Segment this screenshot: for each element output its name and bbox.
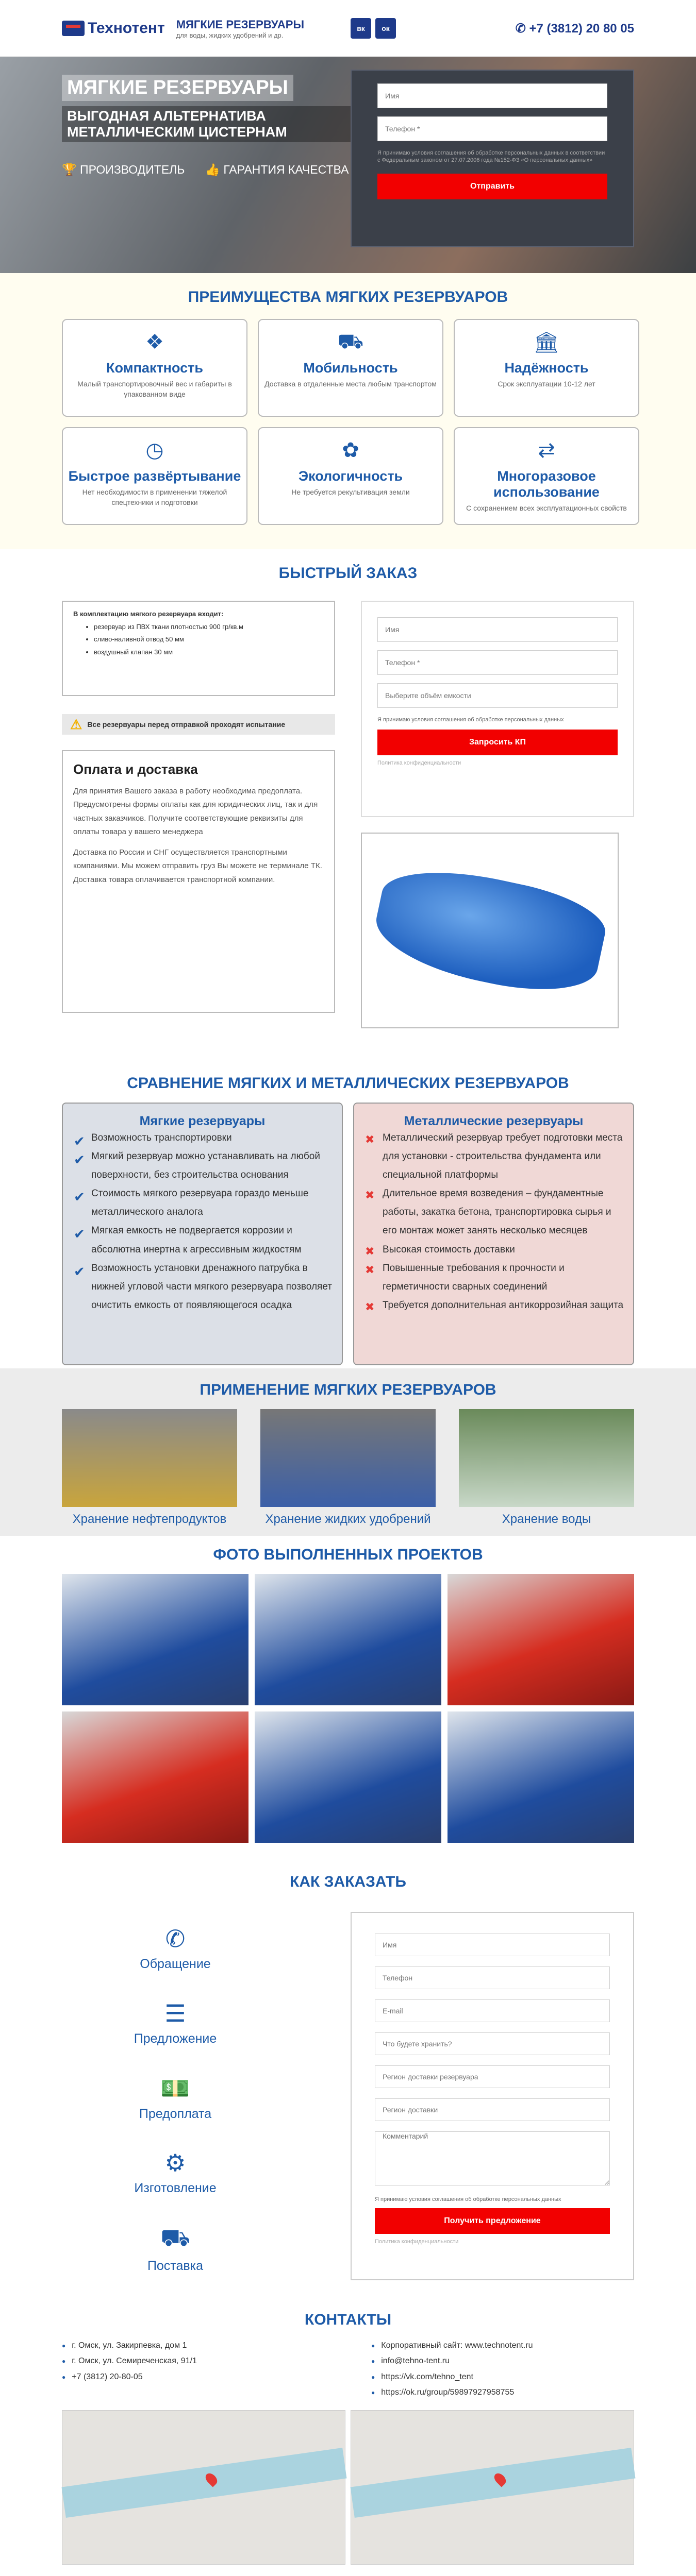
privacy-link[interactable]: Политика конфиденциальности <box>377 760 461 767</box>
phone-input[interactable] <box>377 116 607 141</box>
section-title: ПРЕИМУЩЕСТВА МЯГКИХ РЕЗЕРВУАРОВ <box>188 289 508 306</box>
warning-bar: ⚠ Все резервуары перед отправкой проходят испытание <box>62 714 335 735</box>
kit-box: В комплектацию мягкого резервуара входит: • резервуар из ПВХ ткани плотностью 900 гр/кв.м • сливо-наливной отвод 50 мм • воздушный клапан 30 мм <box>62 601 335 696</box>
project-photo[interactable] <box>62 1711 248 1843</box>
advantage-card: ⛟ Мобильность Доставка в отдаленные места любым транспортом <box>258 319 443 417</box>
step-prepay: 💵 Предоплата <box>98 2074 253 2149</box>
map-left[interactable] <box>62 2410 345 2565</box>
name-input[interactable] <box>377 83 607 108</box>
email-input[interactable] <box>375 1999 610 2022</box>
hero-form <box>351 70 634 247</box>
application-image <box>459 1409 634 1507</box>
hero-title: МЯГКИЕ РЕЗЕРВУАРЫ <box>62 75 293 101</box>
arrows-icon: ⇄ <box>538 439 555 462</box>
phone-icon: ✆ <box>165 1925 186 1952</box>
region2-input[interactable] <box>375 2098 610 2121</box>
application-item: Хранение нефтепродуктов <box>62 1409 237 1527</box>
application-image <box>62 1409 237 1507</box>
section-title: БЫСТРЫЙ ЗАКАЗ <box>278 565 418 582</box>
header <box>0 0 696 57</box>
step-offer: ☰ Предложение <box>98 1999 253 2074</box>
hero-badge-producer: 🏆 ПРОИЗВОДИТЕЛЬ <box>62 163 185 177</box>
tank-image <box>361 833 619 1028</box>
hero <box>0 57 696 273</box>
project-photo[interactable] <box>255 1574 441 1705</box>
phone-input[interactable] <box>377 650 618 675</box>
vk-icon[interactable]: вк <box>351 18 371 39</box>
quick-order-section <box>0 549 696 1064</box>
send-button[interactable]: Отправить <box>377 174 607 199</box>
quick-order-form <box>361 601 634 817</box>
map-right[interactable] <box>351 2410 634 2565</box>
project-photo[interactable] <box>448 1711 634 1843</box>
order-form <box>351 1912 634 2280</box>
name-input[interactable] <box>377 617 618 642</box>
section-title: КАК ЗАКАЗАТЬ <box>290 1873 406 1890</box>
volume-select[interactable] <box>377 683 618 708</box>
region-input[interactable] <box>375 2065 610 2088</box>
section-title: СРАВНЕНИЕ МЯГКИХ И МЕТАЛЛИЧЕСКИХ РЕЗЕРВУАРОВ <box>127 1075 569 1092</box>
project-photo[interactable] <box>62 1574 248 1705</box>
consent-checkbox[interactable]: Я принимаю условия соглашения об обработке персональных данных <box>375 2196 561 2202</box>
metal-column: Металлические резервуары ✖ Металлический резервуар требует подготовки места для установки - строительства фундамента или специальной платформы ✖ Длительное время возведения – фундаментные работы, закатка бетона, транспортировка сырья и его монтаж может занять несколько месяцев ✖ Высокая стоимость доставки ✖ Повышенные требования к прочности и герметичности сварных соединений ✖ Требуется дополнительная антикоррозийная защита <box>353 1103 634 1365</box>
get-offer-button[interactable]: Получить предложение <box>375 2208 610 2234</box>
step-request: ✆ Обращение <box>98 1925 253 1999</box>
request-offer-button[interactable]: Запросить КП <box>377 730 618 755</box>
soft-column: Мягкие резервуары ✔ Возможность транспортировки ✔ Мягкий резервуар можно устанавливать на любой поверхности, без строительства основания ✔ Стоимость мягкого резервуара гораздо меньше металлического аналога ✔ Мягкая емкость не подвергается коррозии и абсолютна инертна к агрессивным жидкостям ✔ Возможность установки дренажного патрубка в нижней угловой части мягкого резервуара позволяет очистить емкость от появляющегося осадка <box>62 1103 343 1365</box>
application-image <box>260 1409 436 1507</box>
advantage-card: ✿ Экологичность Не требуется рекультивация земли <box>258 427 443 525</box>
application-item: Хранение жидких удобрений <box>260 1409 436 1527</box>
payment-box: Оплата и доставка Для принятия Вашего заказа в работу необходима предоплата. Предусмотрены формы оплаты как для юридических лиц, так и для частных заказчиков. Получите соответствующие реквизиты для оплаты товара у вашего менеджера Доставка по России и СНГ осуществляется транспортными компаниями. Мы можем отправить груз Вы можете не терминале ТК. Доставка товара оплачивается транспортной компании. <box>62 750 335 1013</box>
project-photo[interactable] <box>448 1574 634 1705</box>
consent-checkbox[interactable]: Я принимаю условия соглашения об обработке персональных данных <box>377 717 564 723</box>
consent-checkbox[interactable]: Я принимаю условия соглашения об обработке персональных данных в соответствии с Федеральным законом от 27.07.2006 года №152-ФЗ «О персональных данных» <box>377 150 605 164</box>
step-production: ⚙ Изготовление <box>98 2149 253 2224</box>
advantage-card: ❖ Компактность Малый транспортировочный вес и габариты в упакованном виде <box>62 319 247 417</box>
compact-icon: ❖ <box>145 331 164 353</box>
phone-input[interactable] <box>375 1967 610 1989</box>
hero-badge-quality: 👍 ГАРАНТИЯ КАЧЕСТВА <box>205 163 349 177</box>
step-delivery: ⛟ Поставка <box>98 2224 253 2298</box>
gears-icon: ⚙ <box>164 2149 186 2176</box>
truck-icon: ⛟ <box>160 2224 190 2251</box>
header-subtitle: для воды, жидких удобрений и др. <box>176 31 284 39</box>
header-phone[interactable]: ✆ +7 (3812) 20 80 05 <box>515 21 634 36</box>
ok-icon[interactable]: ок <box>375 18 396 39</box>
truck-icon: ⛟ <box>337 330 364 353</box>
comment-input[interactable] <box>375 2131 610 2185</box>
storage-select[interactable] <box>375 2032 610 2055</box>
works-section <box>0 1536 696 1863</box>
leaf-icon: ✿ <box>342 439 359 462</box>
section-title: ФОТО ВЫПОЛНЕННЫХ ПРОЕКТОВ <box>213 1546 483 1563</box>
application-item: Хранение воды <box>459 1409 634 1527</box>
clock-icon: ◷ <box>145 439 164 462</box>
section-title: ПРИМЕНЕНИЕ МЯГКИХ РЕЗЕРВУАРОВ <box>200 1381 496 1398</box>
advantage-card: 🏛 Надёжность Срок эксплуатации 10-12 лет <box>454 319 639 417</box>
requisites-section <box>0 2566 696 2576</box>
contacts-section: КОНТАКТЫ ● г. Омск, ул. Закирпевка, дом 1 ● г. Омск, ул. Семиреченская, 91/1 ● +7 (3812) 20-80-05 ● Корпоративный сайт: www.technotent.ru ● info@tehno-tent.ru ● https://vk.com/tehno_tent ● https://ok.ru/group/59897927958755 <box>0 2301 696 2566</box>
project-photo[interactable] <box>255 1711 441 1843</box>
hero-subtitle: ВЫГОДНАЯ АЛЬТЕРНАТИВА МЕТАЛЛИЧЕСКИМ ЦИСТЕРНАМ <box>62 106 351 142</box>
application-section <box>0 1368 696 1536</box>
list-icon: ☰ <box>164 2000 186 2027</box>
logo-icon <box>62 21 85 36</box>
section-title: КОНТАКТЫ <box>304 2311 392 2328</box>
privacy-link[interactable]: Политика конфиденциальности <box>375 2239 459 2245</box>
name-input[interactable] <box>375 1934 610 1956</box>
advantage-card: ⇄ Многоразовое использование С сохранением всех эксплуатационных свойств <box>454 427 639 525</box>
header-title: МЯГКИЕ РЕЗЕРВУАРЫ <box>176 18 304 31</box>
warning-icon: ⚠ <box>70 716 82 732</box>
money-icon: 💵 <box>160 2075 190 2102</box>
comparison-section <box>0 1064 696 1368</box>
bank-icon: 🏛 <box>533 331 560 354</box>
how-to-order-section <box>0 1863 696 2301</box>
advantages-section <box>0 273 696 549</box>
advantage-card: ◷ Быстрое развёртывание Нет необходимости в применении тяжелой спецтехники и подготовки <box>62 427 247 525</box>
logo[interactable]: Технотент <box>62 20 165 37</box>
